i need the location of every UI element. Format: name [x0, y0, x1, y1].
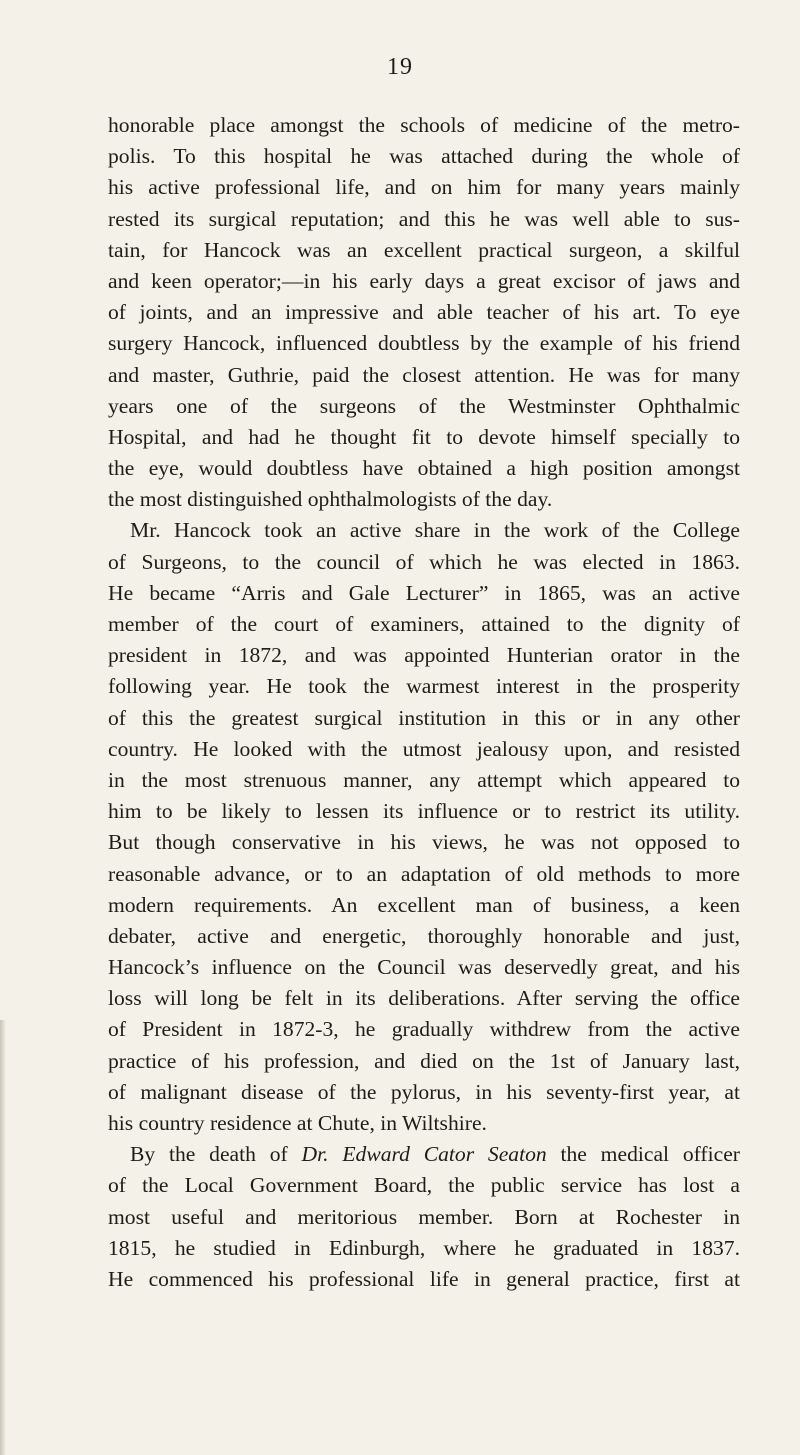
- text-line: of Surgeons, to the council of which he was elected in 1863.: [108, 549, 740, 574]
- text-line: president in 1872, and was appointed Hunterian orator in the: [108, 643, 740, 668]
- text-line: But though conservative in his views, he was not opposed to: [108, 830, 740, 855]
- text-line: most useful and meritorious member. Born at Rochester in: [108, 1204, 740, 1229]
- text-line: modern requirements. An excellent man of business, a keen: [108, 892, 740, 917]
- text-line: his country residence at Chute, in Wiltshire.: [108, 1111, 487, 1135]
- text-line: in the most strenuous manner, any attempt which appeared to: [108, 767, 740, 792]
- text-line: 1815, he studied in Edinburgh, where he graduated in 1837.: [108, 1235, 740, 1260]
- text-line: the most distinguished ophthalmologists of the day.: [108, 487, 553, 512]
- text-line: surgery Hancock, influenced doubtless by the example of his friend: [108, 331, 740, 356]
- text-line: honorable place amongst the schools of medicine of the metro-: [108, 113, 740, 137]
- text-line: reasonable advance, or to an adaptation of old methods to more: [108, 861, 740, 886]
- text-line: He became “Arris and Gale Lecturer” in 1865, was an active: [108, 580, 740, 605]
- text-line: years one of the surgeons of the Westminster Ophthalmic: [108, 393, 740, 418]
- seaton-name: Dr. Edward Cator Seaton: [301, 1142, 547, 1167]
- text-line: and master, Guthrie, paid the closest attention. He was for many: [108, 362, 740, 387]
- page-edge-shadow: [0, 1020, 6, 1455]
- text-line: Hospital, and had he thought fit to devote himself specially to: [108, 424, 740, 449]
- text-line: his active professional life, and on him for many years mainly: [108, 175, 740, 200]
- text-line: member of the court of examiners, attained to the dignity of: [108, 612, 740, 636]
- text-line: loss will long be felt in its deliberations. After serving the office: [108, 986, 740, 1011]
- seaton-before: By the death of: [130, 1142, 302, 1167]
- text-line: the eye, would doubtless have obtained a high position amongst: [108, 456, 740, 481]
- text-line: rested its surgical reputation; and this he was well able to sus-: [108, 206, 740, 231]
- paragraph-group: [108, 110, 740, 1139]
- text-line: debater, active and energetic, thoroughly honorable and just,: [108, 923, 740, 948]
- text-line: polis. To this hospital he was attached during the whole of: [108, 144, 740, 169]
- text-line: of President in 1872-3, he gradually withdrew from the active: [108, 1017, 740, 1042]
- text-line: of malignant disease of the pylorus, in his seventy-first year, at: [108, 1079, 740, 1104]
- paragraph-tail: [108, 1170, 740, 1295]
- text-line: tain, for Hancock was an excellent practical surgeon, a skilful: [108, 237, 740, 262]
- text-line: following year. He took the warmest interest in the prosperity: [108, 674, 740, 699]
- text-line: of this the greatest surgical institution in this or in any other: [108, 705, 740, 730]
- text-line: of the Local Government Board, the public service has lost a: [108, 1173, 740, 1198]
- text-line: practice of his profession, and died on the 1st of January last,: [108, 1048, 740, 1073]
- text-line: Hancock’s influence on the Council was deservedly great, and his: [108, 955, 740, 980]
- text-line: and keen operator;—in his early days a great excisor of jaws and: [108, 268, 740, 293]
- text-line: He commenced his professional life in general practice, first at: [108, 1266, 740, 1291]
- body-text: [108, 110, 740, 1295]
- seaton-after: the medical officer: [546, 1142, 740, 1167]
- text-line-seaton: [108, 1139, 740, 1170]
- page-number: 19: [387, 54, 413, 80]
- text-line: country. He looked with the utmost jealousy upon, and resisted: [108, 736, 740, 761]
- text-line: Mr. Hancock took an active share in the work of the College: [130, 518, 740, 543]
- text-line: of joints, and an impressive and able teacher of his art. To eye: [108, 300, 740, 325]
- text-line: him to be likely to lessen its influence or to restrict its utility.: [108, 799, 740, 824]
